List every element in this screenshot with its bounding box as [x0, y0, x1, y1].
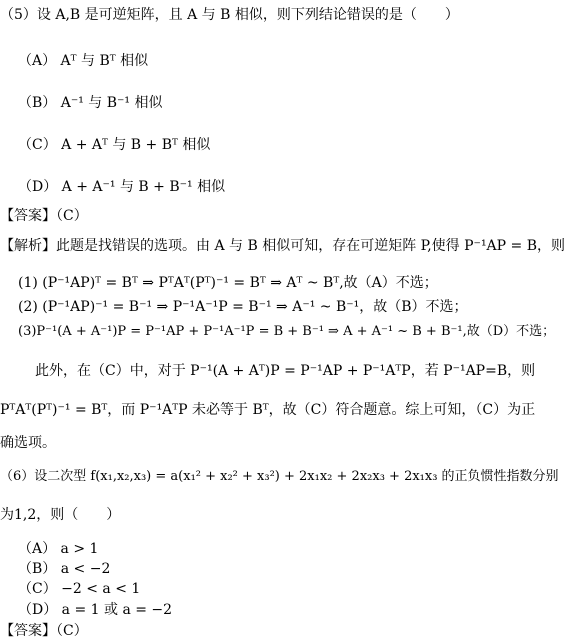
q5-analysis-intro: 【解析】此题是找错误的选项。由 A 与 B 相似可知，存在可逆矩阵 P,使得 P⁻¹AP = B，则	[0, 238, 566, 254]
q5-option-c: （C） A + Aᵀ 与 B + Bᵀ 相似	[18, 137, 211, 153]
q6-option-d: （D） a = 1 或 a = −2	[18, 602, 173, 618]
q5-analysis-conclusion: 确选项。	[0, 435, 56, 451]
q5-option-a: （A） Aᵀ 与 Bᵀ 相似	[18, 53, 149, 69]
q5-option-d: （D） A + A⁻¹ 与 B + B⁻¹ 相似	[18, 179, 226, 195]
q6-answer: 【答案】（C）	[0, 623, 88, 639]
q6-stem-line-2: 为1,2，则（ ）	[0, 507, 121, 523]
q6-option-a: （A） a > 1	[18, 541, 99, 557]
q5-analysis-step-1: (1) (P⁻¹AP)ᵀ = Bᵀ ⇒ PᵀAᵀ(Pᵀ)⁻¹ = Bᵀ ⇒ Aᵀ ~ Bᵀ,故（A）不选；	[18, 275, 438, 291]
q5-analysis-c-part-1: 此外，在（C）中，对于 P⁻¹(A + Aᵀ)P = P⁻¹AP + P⁻¹AᵀP，若 P⁻¹AP=B，则	[35, 363, 536, 379]
q5-option-b: （B） A⁻¹ 与 B⁻¹ 相似	[18, 95, 163, 111]
q5-analysis-c-part-2: PᵀAᵀ(Pᵀ)⁻¹ = Bᵀ，而 P⁻¹AᵀP 未必等于 Bᵀ，故（C）符合题意。综上可知，（C）为正	[0, 402, 536, 418]
q5-analysis-step-3: (3)P⁻¹(A + A⁻¹)P = P⁻¹AP + P⁻¹A⁻¹P = B + B⁻¹ ⇒ A + A⁻¹ ~ B + B⁻¹,故（D）不选；	[18, 324, 556, 339]
q6-option-b: （B） a < −2	[18, 561, 111, 577]
q5-stem: （5）设 A,B 是可逆矩阵，且 A 与 B 相似，则下列结论错误的是（ ）	[0, 7, 459, 23]
q5-answer: 【答案】（C）	[0, 208, 88, 224]
q5-analysis-step-2: (2) (P⁻¹AP)⁻¹ = B⁻¹ ⇒ P⁻¹A⁻¹P = B⁻¹ ⇒ A⁻¹ ~ B⁻¹，故（B）不选；	[18, 299, 468, 315]
q6-stem-line-1: （6）设二次型 f(x₁,x₂,x₃) = a(x₁² + x₂² + x₃²) + 2x₁x₂ + 2x₂x₃ + 2x₁x₃ 的正负惯性指数分别	[0, 469, 559, 484]
q6-option-c: （C） −2 < a < 1	[18, 581, 141, 597]
